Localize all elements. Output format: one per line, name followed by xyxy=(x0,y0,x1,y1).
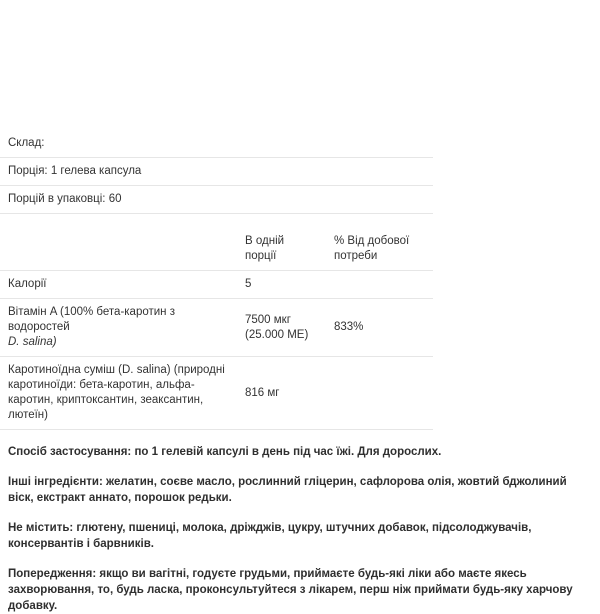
nutrient-amount xyxy=(237,299,326,357)
table-row xyxy=(0,271,433,299)
composition-label: Склад: xyxy=(0,130,433,158)
supplement-facts-table xyxy=(0,130,433,430)
nutrient-daily-value xyxy=(326,357,433,430)
header-daily-value: % Від добової потреби xyxy=(326,228,433,271)
nutrient-daily-value: 833% xyxy=(326,299,433,357)
table-row-composition xyxy=(0,130,433,158)
nutrient-amount-iu: (25.000 МЕ) xyxy=(245,328,309,341)
table-row xyxy=(0,357,433,430)
nutrient-name xyxy=(0,299,237,357)
table-spacer-row xyxy=(0,214,433,229)
nutrient-name-species: D. salina) xyxy=(8,336,57,348)
table-row-serving-size xyxy=(0,158,433,186)
nutrient-daily-value xyxy=(326,271,433,299)
table-row-servings-per-container xyxy=(0,186,433,214)
serving-size-label: Порція: 1 гелева капсула xyxy=(0,158,433,186)
other-ingredients-text: Інші інгредієнти: желатин, соєве масло, рослинний гліцерин, сафлорова олія, жовтий бджолиний віск, екстракт аннато, порошок редьки. xyxy=(8,476,567,504)
header-name xyxy=(0,228,237,271)
table-row xyxy=(0,299,433,357)
nutrient-amount-metric: 7500 мкг xyxy=(245,313,291,326)
table-header-row xyxy=(0,228,433,271)
nutrient-name: Калорії xyxy=(0,271,237,299)
label-content xyxy=(0,130,600,614)
label-notes xyxy=(0,444,584,614)
nutrient-amount: 816 мг xyxy=(237,357,326,430)
free-from-text: Не містить: глютену, пшениці, молока, дріжджів, цукру, штучних добавок, підсолоджувачів, консервантів і барвників. xyxy=(8,522,532,550)
warning-text: Попередження: якщо ви вагітні, годуєте грудьми, приймаєте будь-які ліки або маєте якесь захворювання, то, будь ласка, проконсультуйтеся з лікарем, перш ніж приймати будь-яку харчову добавку. xyxy=(8,568,573,612)
nutrient-name: Каротиноїдна суміш (D. salina) (природні каротиноїди: бета-каротин, альфа-каротин, криптоксантин, зеаксантин, лютеїн) xyxy=(0,357,237,430)
nutrient-amount: 5 xyxy=(237,271,326,299)
header-amount-per-serving: В одній порції xyxy=(237,228,326,271)
servings-per-container-label: Порцій в упаковці: 60 xyxy=(0,186,433,214)
table-spacer-cell xyxy=(0,214,433,229)
directions-text: Спосіб застосування: по 1 гелевій капсулі в день під час їжі. Для дорослих. xyxy=(8,446,442,458)
nutrient-name-text: Вітамін A (100% бета-каротин з водоростей xyxy=(8,306,175,333)
